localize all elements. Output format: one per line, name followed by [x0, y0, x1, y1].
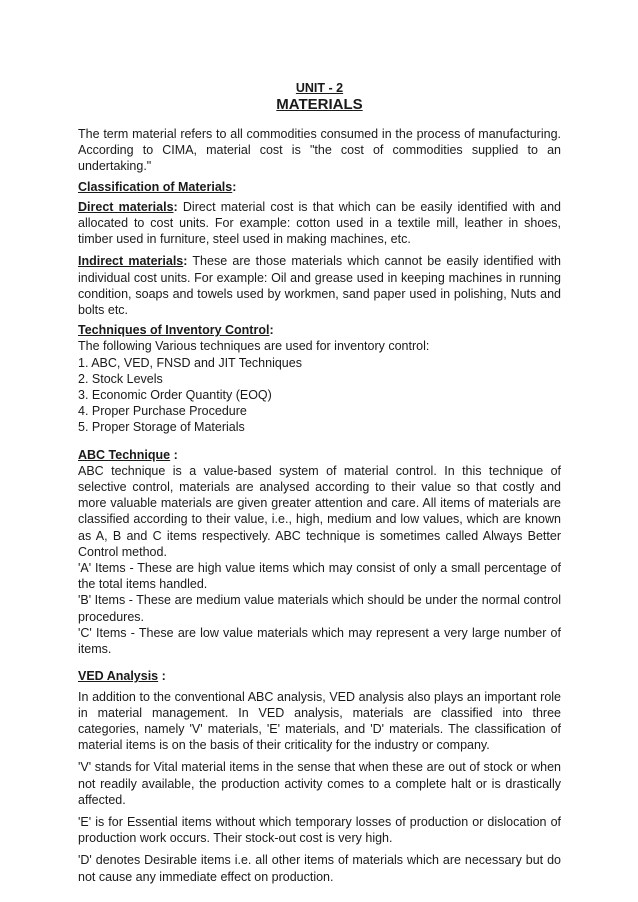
ved-heading	[78, 668, 561, 684]
classification-heading: Classification of Materials:	[78, 179, 237, 194]
direct-materials-paragraph: Direct materials: Direct material cost is that which can be easily identified with and allocated to cost units. For example: cotton used in a textile mill, leather in shoes, timber used in furniture, steel used in making machines, etc.	[78, 199, 561, 247]
techniques-heading: Techniques of Inventory Control:	[78, 323, 274, 338]
list-item: 1. ABC, VED, FNSD and JIT Techniques	[78, 355, 302, 370]
intro-paragraph: The term material refers to all commodities consumed in the process of manufacturing. According to CIMA, material cost is "the cost of commodities supplied to an undertaking."	[78, 127, 561, 174]
document-body	[78, 80, 561, 885]
abc-a-items: 'A' Items - These are high value items which may consist of only a small percentage of the total items handled.	[78, 561, 561, 592]
page-title: MATERIALS	[276, 96, 363, 113]
indirect-materials-label: Indirect materials	[78, 254, 184, 269]
techniques-list	[78, 355, 561, 436]
abc-heading-text: ABC Technique	[78, 447, 171, 462]
techniques-heading-text: Techniques of Inventory Control	[78, 323, 270, 338]
ved-heading-suffix: :	[158, 669, 166, 684]
list-item: 5. Proper Storage of Materials	[78, 420, 245, 435]
indirect-materials-text: These are those materials which cannot be easily identified with individual cost units. For example: Oil and grease used in keeping machines in running condition, soaps and towels used by workmen, sand paper used in polishing, Nuts and bolts etc.	[78, 254, 562, 318]
ved-paragraph-1: In addition to the conventional ABC analysis, VED analysis also plays an important role in material management. In VED analysis, materials are classified into three categories, namely 'V' materials, 'E' materials, and 'D' materials. The classification of material items is on the basis of their criticality for the industry or company.	[78, 689, 561, 753]
direct-materials-text: Direct material cost is that which can be easily identified with and allocated to cost units. For example: cotton used in a textile mill, leather in shoes, timber used in furniture, steel used in making machines, etc.	[78, 199, 561, 247]
techniques-intro: The following Various techniques are used for inventory control:	[78, 339, 430, 354]
list-item: 4. Proper Purchase Procedure	[78, 404, 247, 419]
list-item: 2. Stock Levels	[78, 371, 163, 386]
list-item: 3. Economic Order Quantity (EOQ)	[78, 388, 272, 403]
direct-materials-label: Direct materials	[78, 199, 174, 214]
classification-heading-text: Classification of Materials	[78, 179, 233, 194]
ved-paragraph-essential: 'E' is for Essential items without which temporary losses of production or dislocation of production work occurs. Their stock-out cost is very high.	[78, 814, 561, 846]
indirect-materials-paragraph: Indirect materials: These are those materials which cannot be easily identified with individual cost units. For example: Oil and grease used in keeping machines in running condition, soaps and towels used by workmen, sand paper used in polishing, Nuts and bolts etc.	[78, 254, 562, 318]
ved-heading-text: VED Analysis	[78, 669, 159, 684]
abc-b-items: 'B' Items - These are medium value materials which should be under the normal control procedures.	[78, 593, 561, 624]
unit-label: UNIT - 2	[295, 81, 344, 95]
abc-c-items: 'C' Items - These are low value materials which may represent a very large number of items.	[78, 625, 561, 657]
abc-heading-suffix: :	[170, 447, 178, 462]
ved-paragraph-desirable: 'D' denotes Desirable items i.e. all other items of materials which are necessary but do not cause any immediate effect on production.	[78, 853, 561, 884]
abc-body: ABC technique is a value-based system of material control. In this technique of selective control, materials are analysed according to their value so that costly and more valuable materials are given greater attention and care. All items of materials are classified according to their value, i.e., high, medium and low values, which are known as A, B and C items respectively. ABC technique is sometimes called Always Better Control method.	[78, 463, 561, 559]
abc-heading	[78, 447, 561, 463]
ved-paragraph-vital: 'V' stands for Vital material items in the sense that when these are out of stock or when not readily available, the production activity comes to a complete halt or is drastically affected.	[78, 760, 561, 807]
